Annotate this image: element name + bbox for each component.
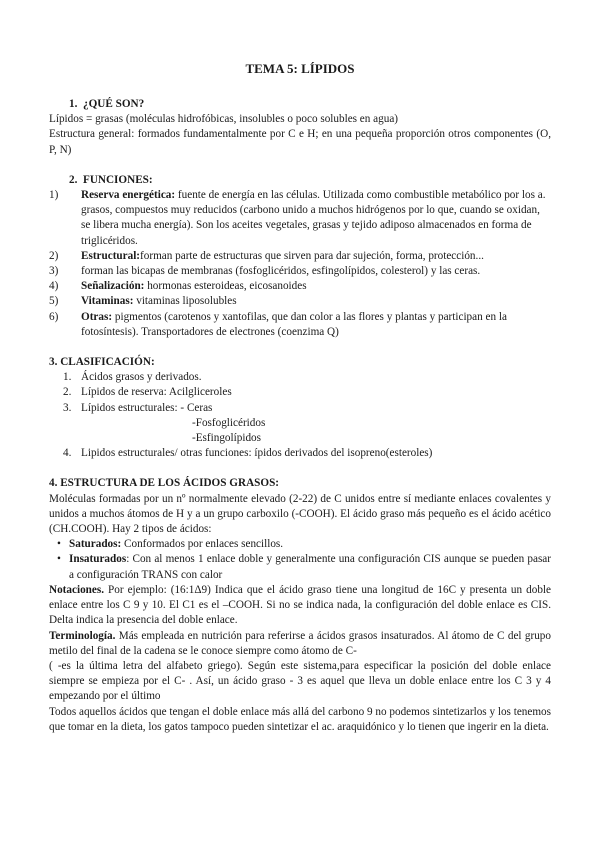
function-item bbox=[49, 310, 551, 340]
bullet-term: Insaturados bbox=[69, 553, 127, 566]
class-text: Ácidos grasos y derivados. bbox=[81, 371, 202, 384]
section-2-heading bbox=[49, 173, 551, 188]
class-item bbox=[49, 401, 551, 416]
class-item bbox=[49, 385, 551, 400]
function-term: Otras: bbox=[81, 310, 113, 323]
function-item bbox=[49, 188, 551, 249]
bullet-icon: • bbox=[57, 538, 61, 551]
section-1-structure: Estructura general: formados fundamentalmente por C e H; en una pequeña proporción otros componentes (O, P, N) bbox=[49, 128, 551, 156]
bullet-icon: • bbox=[57, 553, 61, 566]
function-text: hormonas esteroideas, eicosanoides bbox=[144, 280, 307, 293]
class-subitem: -Fosfoglicéridos bbox=[192, 416, 266, 429]
function-item bbox=[49, 294, 551, 309]
class-text: Lipidos estructurales/ otras funciones: ípidos derivados del isopreno(esteroles) bbox=[81, 447, 433, 460]
page-title: TEMA 5: LÍPIDOS bbox=[245, 61, 355, 76]
function-text: pigmentos (carotenos y xantofilas, que dan color a las flores y plantas y participan en la fotosíntesis). Transportadores de electrones (coenzima Q) bbox=[81, 310, 507, 338]
function-number: 6) bbox=[49, 310, 59, 323]
function-number: 4) bbox=[49, 280, 59, 293]
section-2-number: 2. bbox=[69, 173, 78, 186]
terminology-text: Más empleada en nutrición para referirse a ácidos grasos insaturados. Al átomo de C del grupo metilo del final de la cadena se le conoce siempre como átomo de C- bbox=[49, 629, 551, 657]
function-term: Vitaminas: bbox=[81, 295, 134, 308]
class-number: 4. bbox=[63, 447, 72, 460]
section-1-definition: Lípidos = grasas (moléculas hidrofóbicas, insolubles o poco solubles en agua) bbox=[49, 113, 399, 126]
function-term: Estructural: bbox=[81, 249, 141, 262]
class-text: Lípidos de reserva: Acilgliceroles bbox=[81, 386, 232, 399]
terminology-paragraph bbox=[49, 629, 551, 659]
class-number: 1. bbox=[63, 371, 72, 384]
function-item bbox=[49, 279, 551, 294]
class-subitem: -Esfingolípidos bbox=[192, 432, 261, 445]
section-1-number: 1. bbox=[69, 98, 78, 110]
function-number: 2) bbox=[49, 249, 59, 262]
notation-term: Notaciones. bbox=[49, 583, 104, 596]
section-1-heading bbox=[49, 97, 551, 112]
class-number: 3. bbox=[63, 401, 72, 414]
class-text: Lípidos estructurales: - Ceras bbox=[81, 401, 213, 414]
class-number: 2. bbox=[63, 386, 72, 399]
notation-paragraph bbox=[49, 583, 551, 629]
bullet-saturated bbox=[49, 537, 551, 552]
function-term: Reserva energética: bbox=[81, 189, 176, 202]
section-4-heading: 4. ESTRUCTURA DE LOS ÁCIDOS GRASOS: bbox=[49, 477, 280, 490]
bullet-unsaturated bbox=[49, 552, 551, 582]
section-2-title: FUNCIONES: bbox=[82, 173, 153, 186]
function-item bbox=[49, 249, 551, 264]
document-body bbox=[49, 97, 551, 735]
function-text: vitaminas liposolubles bbox=[133, 295, 237, 308]
function-text: forman parte de estructuras que sirven para dar sujeción, forma, protección... bbox=[140, 249, 484, 262]
terminology-continuation: ( -es la última letra del alfabeto griego). Según este sistema,para especificar la posición del doble enlace siempre se empieza por el C- . Así, un ácido graso - 3 es aquel que lleva un doble enlace entre los C 3 y 4 empezando por el último bbox=[49, 659, 551, 703]
function-term: Señalización: bbox=[81, 280, 145, 293]
class-item bbox=[49, 370, 551, 385]
bullet-text: : Con al menos 1 enlace doble y generalmente una configuración CIS aunque se pueden pasar a configuración TRANS con calor bbox=[69, 553, 551, 581]
terminology-term: Terminología. bbox=[49, 629, 116, 642]
section-3-heading: 3. CLASIFICACIÓN: bbox=[49, 356, 155, 369]
function-text: forman las bicapas de membranas (fosfoglicéridos, esfingolípidos, colesterol) y las ceras. bbox=[81, 265, 481, 278]
function-text: fuente de energía en las células. Utilizada como combustible metabólico por los a. grasos, compuestos muy reducidos (carbono unido a muchos hidrógenos por lo que, cuando se oxidan, se libera mucha energía). Son los aceites vegetales, grasas y tejido adiposo almacenados en forma de triglicéridos. bbox=[81, 189, 546, 247]
section-4-intro: Moléculas formadas por un nº normalmente elevado (2-22) de C unidos entre sí mediante enlaces covalentes y unidos a muchos átomos de H y a un grupo carboxilo (-COOH). El ácido graso más pequeño es el ácido acético (CH.COOH). Hay 2 tipos de ácidos: bbox=[49, 492, 551, 536]
function-item bbox=[49, 264, 551, 279]
notation-text: Por ejemplo: (16:1Δ9) Indica que el ácido graso tiene una longitud de 16C y presenta un doble enlace entre los C 9 y 10. El C1 es el –COOH. Si no se indica nada, la configuración del doble enlace es CIS. Delta indica la presencia del doble enlace. bbox=[49, 583, 551, 627]
class-item bbox=[49, 446, 551, 461]
bullet-term: Saturados: bbox=[69, 538, 122, 551]
bullet-text: Conformados por enlaces sencillos. bbox=[121, 538, 284, 551]
final-paragraph: Todos aquellos ácidos que tengan el doble enlace más allá del carbono 9 no podemos sintetizarlos y los tenemos que tomar en la dieta, los gatos tampoco pueden sintetizar el ac. araquidónico y lo tienen que ingerir en la dieta. bbox=[49, 705, 551, 733]
section-1-title: ¿QUÉ SON? bbox=[82, 98, 145, 110]
function-number: 3) bbox=[49, 265, 59, 278]
function-number: 5) bbox=[49, 295, 59, 308]
function-number: 1) bbox=[49, 189, 59, 202]
